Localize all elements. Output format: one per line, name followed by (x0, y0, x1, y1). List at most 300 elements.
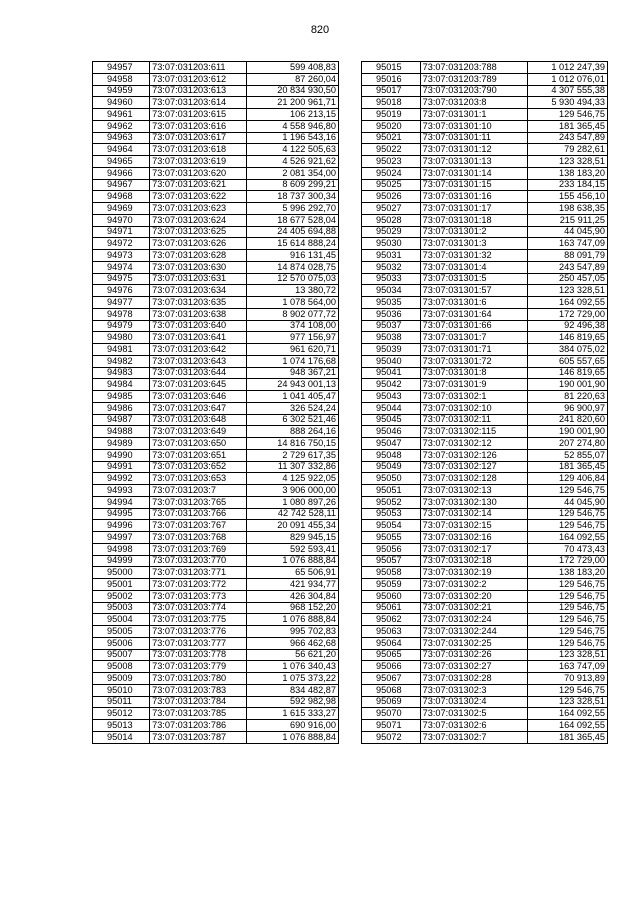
table-row (362, 720, 608, 732)
cadastral-value-cell: 4 526 921,62 (246, 156, 338, 168)
cadastral-value-cell: 1 076 888,84 (246, 731, 338, 743)
cadastral-value-cell: 4 307 555,38 (527, 85, 607, 97)
row-number-cell: 94983 (93, 367, 150, 379)
row-number-cell: 94969 (93, 203, 150, 215)
row-number-cell: 95026 (362, 191, 421, 203)
table-row (93, 485, 339, 497)
table-row (362, 684, 608, 696)
table-row (93, 297, 339, 309)
table-row (362, 85, 608, 97)
cadastral-number-cell: 73:07:031203:769 (150, 543, 247, 555)
row-number-cell: 95055 (362, 532, 421, 544)
table-row (362, 532, 608, 544)
cadastral-value-cell: 1 196 543,16 (246, 132, 338, 144)
cadastral-value-cell: 70 473,43 (527, 543, 607, 555)
cadastral-number-cell: 73:07:031302:126 (420, 449, 527, 461)
cadastral-value-cell: 87 260,04 (246, 73, 338, 85)
table-row (93, 637, 339, 649)
cadastral-number-cell: 73:07:031302:5 (420, 708, 527, 720)
cadastral-number-cell: 73:07:031302:27 (420, 661, 527, 673)
cadastral-value-cell: 129 546,75 (527, 590, 607, 602)
cadastral-number-cell: 73:07:031203:619 (150, 156, 247, 168)
cadastral-value-cell: 123 328,51 (527, 696, 607, 708)
cadastral-value-cell: 2 729 617,35 (246, 449, 338, 461)
table-row (93, 73, 339, 85)
cadastral-value-cell: 129 546,75 (527, 684, 607, 696)
cadastral-value-cell: 24 943 001,13 (246, 379, 338, 391)
cadastral-number-cell: 73:07:031203:647 (150, 402, 247, 414)
cadastral-value-cell: 129 546,75 (527, 614, 607, 626)
table-row (93, 203, 339, 215)
row-number-cell: 95034 (362, 285, 421, 297)
cadastral-number-cell: 73:07:031302:12 (420, 438, 527, 450)
table-row (93, 661, 339, 673)
row-number-cell: 95039 (362, 344, 421, 356)
row-number-cell: 94957 (93, 62, 150, 74)
table-row (362, 426, 608, 438)
row-number-cell: 94970 (93, 214, 150, 226)
row-number-cell: 95001 (93, 579, 150, 591)
cadastral-value-cell: 215 911,25 (527, 214, 607, 226)
table-row (93, 579, 339, 591)
table-row (362, 485, 608, 497)
cadastral-value-cell: 6 302 521,46 (246, 414, 338, 426)
cadastral-number-cell: 73:07:031301:5 (420, 273, 527, 285)
row-number-cell: 94979 (93, 320, 150, 332)
cadastral-value-cell: 21 200 961,71 (246, 97, 338, 109)
row-number-cell: 95021 (362, 132, 421, 144)
row-number-cell: 95048 (362, 449, 421, 461)
cadastral-number-cell: 73:07:031203:7 (150, 485, 247, 497)
cadastral-number-cell: 73:07:031203:783 (150, 684, 247, 696)
cadastral-number-cell: 73:07:031301:8 (420, 367, 527, 379)
cadastral-number-cell: 73:07:031203:623 (150, 203, 247, 215)
row-number-cell: 95012 (93, 708, 150, 720)
table-row (362, 508, 608, 520)
cadastral-number-cell: 73:07:031203:645 (150, 379, 247, 391)
cadastral-number-cell: 73:07:031301:72 (420, 355, 527, 367)
row-number-cell: 95066 (362, 661, 421, 673)
row-number-cell: 94965 (93, 156, 150, 168)
row-number-cell: 95005 (93, 626, 150, 638)
cadastral-number-cell: 73:07:031302:15 (420, 520, 527, 532)
cadastral-number-cell: 73:07:031302:19 (420, 567, 527, 579)
cadastral-number-cell: 73:07:031301:4 (420, 261, 527, 273)
cadastral-value-cell: 129 546,75 (527, 637, 607, 649)
row-number-cell: 95020 (362, 120, 421, 132)
cadastral-value-cell: 138 183,20 (527, 567, 607, 579)
table-row (93, 238, 339, 250)
table-row (93, 379, 339, 391)
cadastral-value-cell: 1 076 888,84 (246, 555, 338, 567)
table-row (362, 203, 608, 215)
cadastral-number-cell: 73:07:031301:1 (420, 109, 527, 121)
table-row (362, 496, 608, 508)
table-row (362, 661, 608, 673)
table-row (93, 144, 339, 156)
row-number-cell: 95013 (93, 720, 150, 732)
table-row (362, 637, 608, 649)
row-number-cell: 94963 (93, 132, 150, 144)
row-number-cell: 95050 (362, 473, 421, 485)
cadastral-value-cell: 5 996 292,70 (246, 203, 338, 215)
cadastral-number-cell: 73:07:031302:21 (420, 602, 527, 614)
row-number-cell: 95070 (362, 708, 421, 720)
cadastral-value-cell: 834 482,87 (246, 684, 338, 696)
cadastral-number-cell: 73:07:031203:631 (150, 273, 247, 285)
row-number-cell: 94987 (93, 414, 150, 426)
row-number-cell: 94977 (93, 297, 150, 309)
table-row (362, 391, 608, 403)
row-number-cell: 94994 (93, 496, 150, 508)
cadastral-number-cell: 73:07:031203:615 (150, 109, 247, 121)
cadastral-value-cell: 1 012 076,01 (527, 73, 607, 85)
cadastral-number-cell: 73:07:031301:71 (420, 344, 527, 356)
cadastral-value-cell: 916 131,45 (246, 250, 338, 262)
table-row (362, 73, 608, 85)
cadastral-number-cell: 73:07:031203:775 (150, 614, 247, 626)
table-row (362, 543, 608, 555)
cadastral-number-cell: 73:07:031203:766 (150, 508, 247, 520)
cadastral-number-cell: 73:07:031301:9 (420, 379, 527, 391)
table-row (93, 85, 339, 97)
row-number-cell: 95030 (362, 238, 421, 250)
table-row (362, 156, 608, 168)
table-row (362, 144, 608, 156)
row-number-cell: 95023 (362, 156, 421, 168)
table-row (362, 261, 608, 273)
row-number-cell: 95018 (362, 97, 421, 109)
cadastral-value-cell: 20 834 930,50 (246, 85, 338, 97)
row-number-cell: 94984 (93, 379, 150, 391)
cadastral-number-cell: 73:07:031302:115 (420, 426, 527, 438)
table-row (362, 673, 608, 685)
cadastral-value-cell: 1 080 897,26 (246, 496, 338, 508)
table-row (93, 708, 339, 720)
cadastral-value-cell: 96 900,97 (527, 402, 607, 414)
table-row (362, 285, 608, 297)
cadastral-number-cell: 73:07:031302:25 (420, 637, 527, 649)
table-row (362, 167, 608, 179)
table-row (93, 731, 339, 743)
cadastral-value-cell: 123 328,51 (527, 156, 607, 168)
row-number-cell: 95057 (362, 555, 421, 567)
cadastral-value-cell: 181 365,45 (527, 461, 607, 473)
cadastral-number-cell: 73:07:031203:635 (150, 297, 247, 309)
table-row (93, 167, 339, 179)
cadastral-value-cell: 129 406,84 (527, 473, 607, 485)
cadastral-number-cell: 73:07:031203:641 (150, 332, 247, 344)
table-row (362, 402, 608, 414)
table-row (362, 579, 608, 591)
row-number-cell: 95028 (362, 214, 421, 226)
row-number-cell: 94959 (93, 85, 150, 97)
cadastral-value-cell: 1 012 247,39 (527, 62, 607, 74)
row-number-cell: 95000 (93, 567, 150, 579)
table-row (93, 496, 339, 508)
cadastral-number-cell: 73:07:031203:787 (150, 731, 247, 743)
cadastral-number-cell: 73:07:031203:630 (150, 261, 247, 273)
cadastral-value-cell: 42 742 528,11 (246, 508, 338, 520)
table-row (93, 614, 339, 626)
cadastral-number-cell: 73:07:031203:624 (150, 214, 247, 226)
table-row (93, 543, 339, 555)
cadastral-value-cell: 164 092,55 (527, 532, 607, 544)
table-row (362, 191, 608, 203)
cadastral-number-cell: 73:07:031302:28 (420, 673, 527, 685)
row-number-cell: 94989 (93, 438, 150, 450)
row-number-cell: 95029 (362, 226, 421, 238)
cadastral-number-cell: 73:07:031301:10 (420, 120, 527, 132)
row-number-cell: 95025 (362, 179, 421, 191)
cadastral-number-cell: 73:07:031203:773 (150, 590, 247, 602)
row-number-cell: 95033 (362, 273, 421, 285)
table-row (362, 438, 608, 450)
cadastral-value-cell: 155 456,10 (527, 191, 607, 203)
table-row (93, 473, 339, 485)
cadastral-number-cell: 73:07:031203:784 (150, 696, 247, 708)
cadastral-value-cell: 8 902 077,72 (246, 308, 338, 320)
cadastral-value-table-right (361, 61, 608, 744)
row-number-cell: 95061 (362, 602, 421, 614)
row-number-cell: 95019 (362, 109, 421, 121)
row-number-cell: 95051 (362, 485, 421, 497)
cadastral-value-cell: 977 156,97 (246, 332, 338, 344)
table-row (93, 285, 339, 297)
cadastral-number-cell: 73:07:031203:776 (150, 626, 247, 638)
cadastral-value-cell: 52 855,07 (527, 449, 607, 461)
cadastral-value-cell: 81 220,63 (527, 391, 607, 403)
cadastral-number-cell: 73:07:031203:790 (420, 85, 527, 97)
row-number-cell: 95071 (362, 720, 421, 732)
table-row (362, 97, 608, 109)
row-number-cell: 94975 (93, 273, 150, 285)
table-row (93, 132, 339, 144)
table-row (93, 62, 339, 74)
cadastral-number-cell: 73:07:031302:130 (420, 496, 527, 508)
row-number-cell: 95011 (93, 696, 150, 708)
cadastral-value-cell: 11 307 332,86 (246, 461, 338, 473)
table-row (93, 720, 339, 732)
cadastral-number-cell: 73:07:031302:3 (420, 684, 527, 696)
cadastral-number-cell: 73:07:031302:127 (420, 461, 527, 473)
row-number-cell: 95007 (93, 649, 150, 661)
row-number-cell: 94978 (93, 308, 150, 320)
table-row (93, 520, 339, 532)
table-row (362, 109, 608, 121)
cadastral-number-cell: 73:07:031203:779 (150, 661, 247, 673)
row-number-cell: 95031 (362, 250, 421, 262)
cadastral-number-cell: 73:07:031203:789 (420, 73, 527, 85)
cadastral-value-cell: 14 816 750,15 (246, 438, 338, 450)
cadastral-value-cell: 968 152,20 (246, 602, 338, 614)
cadastral-value-cell: 172 729,00 (527, 308, 607, 320)
cadastral-value-cell: 172 729,00 (527, 555, 607, 567)
table-row (362, 449, 608, 461)
table-row (93, 684, 339, 696)
row-number-cell: 94998 (93, 543, 150, 555)
cadastral-value-cell: 1 615 333,27 (246, 708, 338, 720)
table-row (362, 250, 608, 262)
table-row (93, 191, 339, 203)
row-number-cell: 95016 (362, 73, 421, 85)
cadastral-value-cell: 374 108,00 (246, 320, 338, 332)
cadastral-value-cell: 12 570 075,03 (246, 273, 338, 285)
cadastral-value-cell: 129 546,75 (527, 109, 607, 121)
row-number-cell: 95035 (362, 297, 421, 309)
cadastral-number-cell: 73:07:031302:13 (420, 485, 527, 497)
table-row (93, 344, 339, 356)
table-row (362, 473, 608, 485)
cadastral-number-cell: 73:07:031203:772 (150, 579, 247, 591)
row-number-cell: 95022 (362, 144, 421, 156)
cadastral-value-cell: 44 045,90 (527, 226, 607, 238)
row-number-cell: 95072 (362, 731, 421, 743)
page-number: 820 (310, 24, 330, 36)
cadastral-value-cell: 592 593,41 (246, 543, 338, 555)
row-number-cell: 94968 (93, 191, 150, 203)
row-number-cell: 94982 (93, 355, 150, 367)
table-row (362, 696, 608, 708)
table-row (362, 731, 608, 743)
cadastral-number-cell: 73:07:031203:643 (150, 355, 247, 367)
cadastral-value-cell: 995 702,83 (246, 626, 338, 638)
cadastral-number-cell: 73:07:031302:244 (420, 626, 527, 638)
row-number-cell: 95058 (362, 567, 421, 579)
cadastral-value-cell: 15 614 888,24 (246, 238, 338, 250)
cadastral-number-cell: 73:07:031203:622 (150, 191, 247, 203)
row-number-cell: 95069 (362, 696, 421, 708)
cadastral-value-cell: 14 874 028,75 (246, 261, 338, 273)
cadastral-value-cell: 421 934,77 (246, 579, 338, 591)
cadastral-value-cell: 129 546,75 (527, 520, 607, 532)
row-number-cell: 95046 (362, 426, 421, 438)
table-row (93, 414, 339, 426)
cadastral-value-cell: 106 213,15 (246, 109, 338, 121)
cadastral-number-cell: 73:07:031301:17 (420, 203, 527, 215)
cadastral-value-cell: 243 547,89 (527, 261, 607, 273)
row-number-cell: 94958 (93, 73, 150, 85)
row-number-cell: 95009 (93, 673, 150, 685)
cadastral-value-cell: 79 282,61 (527, 144, 607, 156)
cadastral-value-cell: 164 092,55 (527, 708, 607, 720)
row-number-cell: 95059 (362, 579, 421, 591)
row-number-cell: 95065 (362, 649, 421, 661)
cadastral-value-cell: 966 462,68 (246, 637, 338, 649)
cadastral-number-cell: 73:07:031203:778 (150, 649, 247, 661)
cadastral-number-cell: 73:07:031301:57 (420, 285, 527, 297)
cadastral-number-cell: 73:07:031301:2 (420, 226, 527, 238)
row-number-cell: 95037 (362, 320, 421, 332)
table-row (93, 673, 339, 685)
row-number-cell: 94976 (93, 285, 150, 297)
cadastral-number-cell: 73:07:031203:628 (150, 250, 247, 262)
cadastral-value-cell: 163 747,09 (527, 661, 607, 673)
row-number-cell: 94999 (93, 555, 150, 567)
cadastral-number-cell: 73:07:031302:1 (420, 391, 527, 403)
table-row (93, 97, 339, 109)
cadastral-number-cell: 73:07:031302:2 (420, 579, 527, 591)
row-number-cell: 95067 (362, 673, 421, 685)
cadastral-number-cell: 73:07:031203:780 (150, 673, 247, 685)
cadastral-number-cell: 73:07:031203:788 (420, 62, 527, 74)
cadastral-value-cell: 146 819,65 (527, 332, 607, 344)
cadastral-value-cell: 1 075 373,22 (246, 673, 338, 685)
row-number-cell: 94972 (93, 238, 150, 250)
cadastral-value-cell: 164 092,55 (527, 297, 607, 309)
row-number-cell: 95049 (362, 461, 421, 473)
row-number-cell: 95068 (362, 684, 421, 696)
row-number-cell: 95014 (93, 731, 150, 743)
cadastral-value-cell: 690 916,00 (246, 720, 338, 732)
table-row (93, 461, 339, 473)
cadastral-value-cell: 1 076 340,43 (246, 661, 338, 673)
cadastral-number-cell: 73:07:031301:64 (420, 308, 527, 320)
cadastral-number-cell: 73:07:031203:617 (150, 132, 247, 144)
cadastral-number-cell: 73:07:031302:14 (420, 508, 527, 520)
cadastral-value-cell: 961 620,71 (246, 344, 338, 356)
row-number-cell: 94966 (93, 167, 150, 179)
cadastral-number-cell: 73:07:031203:785 (150, 708, 247, 720)
cadastral-value-cell: 13 380,72 (246, 285, 338, 297)
cadastral-number-cell: 73:07:031203:618 (150, 144, 247, 156)
cadastral-value-cell: 241 820,60 (527, 414, 607, 426)
cadastral-number-cell: 73:07:031203:777 (150, 637, 247, 649)
cadastral-value-cell: 384 075,02 (527, 344, 607, 356)
cadastral-number-cell: 73:07:031203:653 (150, 473, 247, 485)
table-row (362, 179, 608, 191)
table-row (362, 379, 608, 391)
row-number-cell: 95008 (93, 661, 150, 673)
cadastral-value-cell: 181 365,45 (527, 120, 607, 132)
cadastral-value-cell: 326 524,24 (246, 402, 338, 414)
cadastral-number-cell: 73:07:031301:13 (420, 156, 527, 168)
cadastral-number-cell: 73:07:031203:620 (150, 167, 247, 179)
table-row (362, 344, 608, 356)
cadastral-value-cell: 18 737 300,34 (246, 191, 338, 203)
cadastral-value-cell: 592 982,98 (246, 696, 338, 708)
row-number-cell: 95047 (362, 438, 421, 450)
cadastral-number-cell: 73:07:031301:66 (420, 320, 527, 332)
cadastral-value-cell: 8 609 299,21 (246, 179, 338, 191)
cadastral-value-cell: 3 906 000,00 (246, 485, 338, 497)
cadastral-number-cell: 73:07:031203:648 (150, 414, 247, 426)
row-number-cell: 94988 (93, 426, 150, 438)
cadastral-number-cell: 73:07:031203:614 (150, 97, 247, 109)
cadastral-number-cell: 73:07:031301:16 (420, 191, 527, 203)
cadastral-value-cell: 233 184,15 (527, 179, 607, 191)
table-row (93, 367, 339, 379)
row-number-cell: 95044 (362, 402, 421, 414)
table-row (93, 567, 339, 579)
cadastral-value-cell: 888 264,16 (246, 426, 338, 438)
table-row (93, 555, 339, 567)
table-row (93, 109, 339, 121)
cadastral-number-cell: 73:07:031203:613 (150, 85, 247, 97)
row-number-cell: 95063 (362, 626, 421, 638)
cadastral-value-cell: 44 045,90 (527, 496, 607, 508)
cadastral-value-cell: 948 367,21 (246, 367, 338, 379)
table-row (362, 520, 608, 532)
row-number-cell: 95040 (362, 355, 421, 367)
table-row (93, 626, 339, 638)
table-row (93, 438, 339, 450)
row-number-cell: 95041 (362, 367, 421, 379)
table-row (93, 449, 339, 461)
row-number-cell: 95036 (362, 308, 421, 320)
cadastral-value-cell: 92 496,38 (527, 320, 607, 332)
cadastral-value-cell: 181 365,45 (527, 731, 607, 743)
